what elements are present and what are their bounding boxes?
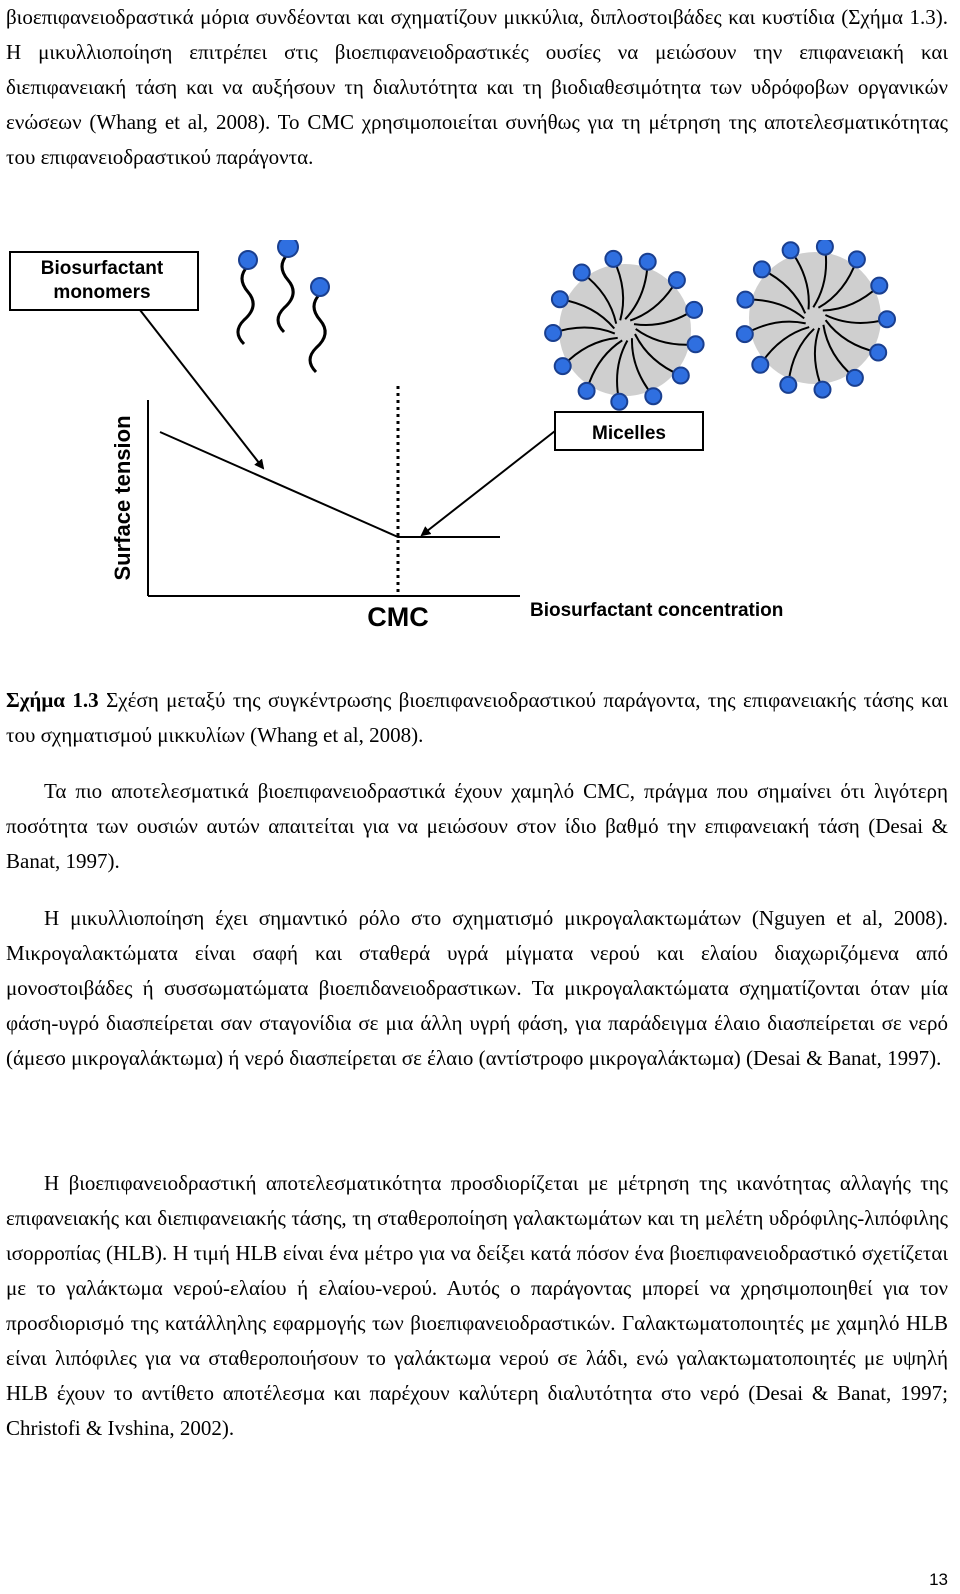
micelle-head-icon bbox=[669, 272, 685, 288]
micelles-arrow bbox=[422, 431, 555, 535]
micelle-head-icon bbox=[871, 278, 887, 294]
micelle-head-icon bbox=[817, 240, 833, 255]
micelle-head-icon bbox=[815, 382, 831, 398]
monomers-label-line1: Biosurfactant bbox=[40, 258, 164, 279]
micelle-head-icon bbox=[847, 370, 863, 386]
micelle-head-icon bbox=[737, 326, 753, 342]
micelle bbox=[737, 240, 895, 398]
micelle-head-icon bbox=[574, 265, 590, 281]
cmc-figure bbox=[0, 240, 960, 650]
monomers-label-box bbox=[10, 252, 198, 310]
micelle bbox=[545, 251, 704, 410]
micelle-head-icon bbox=[611, 394, 627, 410]
monomer-head-icon bbox=[239, 251, 257, 269]
paragraph-4: Η βιοεπιφανειοδραστική αποτελεσματικότητα προσδιορίζεται με μέτρηση της ικανότητας αλλαγής της επιφανειακής και διεπιφανειακής τάσης, τη σταθεροποίηση γαλακτωμάτων και τη μελέτη υδρόφιλης-λιπόφιλης ισορροπίας (HLB). Η τιμή HLB είναι ένα μέτρο για να δείξει κατά πόσον ένα βιοεπιφανειοδραστικό σχετίζεται με το γαλάκτωμα νερού-ελαίου ή ελαίου-νερού. Αυτός ο παράγοντας μπορεί να χρησιμοποιηθεί για τον προσδιορισμό της κατάλληλης εφαρμογής των βιοεπιφανειοδραστικών. Γαλακτωματοποιητές με χαμηλό HLB είναι λιπόφιλες για να σταθεροποιήσουν το γαλάκτωμα νερού σε λάδι, ενώ γαλακτωματοποιητές με υψηλή HLB έχουν το αντίθετο αποτέλεσμα και παρέχουν καλύτερη διαλυτότητα στο νερό (Desai & Banat, 1997; Christofi & Ivshina, 2002). bbox=[6, 1171, 948, 1440]
micelles bbox=[545, 240, 895, 410]
paragraph-top: βιοεπιφανειοδραστικά μόρια συνδέονται και σχηματίζουν μικκύλια, διπλοστοιβάδες και κυστίδια (Σχήμα 1.3). Η μικυλλιοποίηση επιτρέπει στις βιοεπιφανειοδραστικές ουσίες να μειώσουν την επιφανειακή και διεπιφανειακή τάση και να αυξήσουν τη διαλυτότητα και τη βιοδιαθεσιμότητα των υδρόφοβων οργανικών ενώσεων (Whang et al, 2008). Το CMC χρησιμοποιείται συνήθως για τη μέτρηση της αποτελεσματικότητας του επιφανειοδραστικού παράγοντα. bbox=[6, 5, 948, 169]
micelle-head-icon bbox=[879, 311, 895, 327]
monomers-arrow bbox=[140, 310, 263, 468]
micelle-head-icon bbox=[645, 388, 661, 404]
monomers-label-line2: monomers bbox=[53, 282, 151, 303]
monomer-tail bbox=[310, 294, 325, 372]
micelle-head-icon bbox=[552, 291, 568, 307]
micelle-head-icon bbox=[688, 336, 704, 352]
micelle-head-icon bbox=[605, 251, 621, 267]
monomer-head-icon bbox=[311, 278, 329, 296]
monomer-head-icon bbox=[278, 240, 298, 257]
monomer-tail bbox=[278, 254, 293, 332]
micelle-head-icon bbox=[849, 251, 865, 267]
paragraph-3: Η μικυλλιοποίηση έχει σημαντικό ρόλο στο σχηματισμό μικρογαλακτωμάτων (Nguyen et al, 2008). Μικρογαλακτώματα είναι σαφή και σταθερά υγρά μίγματα νερού και ελαίου διαχωριζόμενα από μονοστοιβάδες ή συσσωματώματα βιοεπιδανειοδραστικων. Τα μικρογαλακτώματα σχηματίζονται όταν μία φάση-υγρό διασπείρεται σαν σταγονίδια σε μια άλλη υγρή φάση, για παράδειγμα έλαιο διασπείρεται σε νερό (άμεσο μικρογαλάκτωμα) ή νερό διασπείρεται σε έλαιο (αντίστροφο μικρογαλάκτωμα) (Desai & Banat, 1997). bbox=[6, 906, 948, 1070]
micelle-head-icon bbox=[545, 325, 561, 341]
free-monomers bbox=[238, 240, 329, 372]
micelle-head-icon bbox=[737, 292, 753, 308]
micelle-head-icon bbox=[783, 242, 799, 258]
micelle-head-icon bbox=[555, 358, 571, 374]
monomer-tail bbox=[238, 266, 253, 344]
caption-text: Σχέση μεταξύ της συγκέντρωσης βιοεπιφανειοδραστικού παράγοντα, της επιφανειακής τάσης και του σχηματισμού μικκυλίων (Whang et al, 2008). bbox=[6, 688, 948, 747]
micelle-head-icon bbox=[780, 377, 796, 393]
caption-label: Σχήμα 1.3 bbox=[6, 688, 99, 712]
micelles-label: Micelles bbox=[592, 423, 666, 444]
micelle-head-icon bbox=[752, 357, 768, 373]
page-number: 13 bbox=[929, 1570, 948, 1589]
micelle-head-icon bbox=[686, 302, 702, 318]
figure-caption bbox=[6, 683, 948, 753]
paragraph-2: Τα πιο αποτελεσματικά βιοεπιφανειοδραστικά έχουν χαμηλό CMC, πράγμα που σημαίνει ότι λιγότερη ποσότητα των ουσιών αυτών απαιτείται για να μειώσουν στον ίδιο βαθμό την επιφανειακή τάση (Desai & Banat, 1997). bbox=[6, 779, 948, 873]
micelle-head-icon bbox=[754, 261, 770, 277]
micelle-head-icon bbox=[673, 368, 689, 384]
x-axis-label: Biosurfactant concentration bbox=[530, 600, 784, 621]
y-axis-label: Surface tension bbox=[110, 415, 135, 581]
micelle-head-icon bbox=[870, 345, 886, 361]
cmc-label: CMC bbox=[367, 602, 429, 632]
micelles-label-box bbox=[555, 412, 703, 450]
micelle-head-icon bbox=[640, 254, 656, 270]
surface-tension-curve bbox=[160, 432, 500, 537]
micelle-head-icon bbox=[579, 383, 595, 399]
